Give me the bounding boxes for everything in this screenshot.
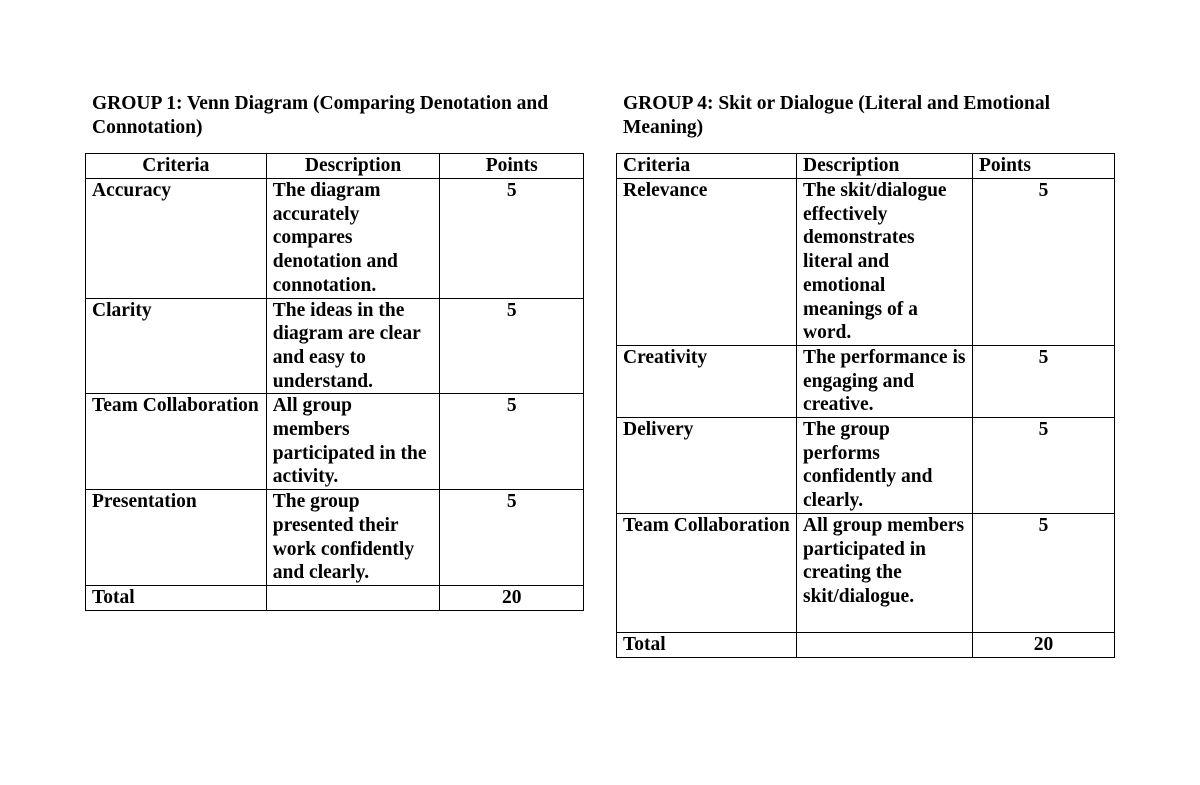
table-header-row (86, 154, 584, 179)
table-row (617, 513, 1115, 632)
header-criteria: Criteria (86, 154, 267, 179)
table-row (86, 394, 584, 490)
points-cell: 5 (440, 394, 584, 490)
points-cell: 5 (973, 418, 1115, 514)
total-row (86, 585, 584, 610)
total-empty-cell (797, 632, 973, 657)
total-label: Total (86, 585, 267, 610)
header-description: Description (266, 154, 440, 179)
total-empty-cell (266, 585, 440, 610)
description-cell: The performance is engaging and creative. (797, 345, 973, 417)
description-cell: The ideas in the diagram are clear and easy to understand. (266, 298, 440, 394)
table-row (617, 179, 1115, 346)
total-points: 20 (440, 585, 584, 610)
description-cell: The group presented their work confidently and clearly. (266, 490, 440, 586)
group4-title: GROUP 4: Skit or Dialogue (Literal and Emotional Meaning) (623, 93, 1051, 138)
criteria-cell: Delivery (617, 418, 797, 514)
points-cell: 5 (440, 179, 584, 299)
criteria-cell: Creativity (617, 345, 797, 417)
table-header-row (617, 154, 1115, 179)
description-cell: All group members participated in the activity. (266, 394, 440, 490)
group1-title: GROUP 1: Venn Diagram (Comparing Denotation and Connotation) (92, 93, 549, 138)
criteria-cell: Clarity (86, 298, 267, 394)
table-row (86, 298, 584, 394)
criteria-cell: Relevance (617, 179, 797, 346)
criteria-cell: Team Collaboration (86, 394, 267, 490)
header-points: Points (440, 154, 584, 179)
group4-table (616, 153, 1115, 658)
header-points: Points (973, 154, 1115, 179)
header-criteria: Criteria (617, 154, 797, 179)
points-cell: 5 (440, 298, 584, 394)
total-points: 20 (973, 632, 1115, 657)
points-cell: 5 (973, 513, 1115, 632)
points-cell: 5 (973, 179, 1115, 346)
group1-rubric (85, 92, 584, 608)
header-description: Description (797, 154, 973, 179)
description-cell: The group performs confidently and clearly. (797, 418, 973, 514)
table-row (86, 179, 584, 299)
total-label: Total (617, 632, 797, 657)
table-row (617, 418, 1115, 514)
criteria-cell: Accuracy (86, 179, 267, 299)
description-cell: The skit/dialogue effectively demonstrates literal and emotional meanings of a word. (797, 179, 973, 346)
description-cell: The diagram accurately compares denotation and connotation. (266, 179, 440, 299)
points-cell: 5 (973, 345, 1115, 417)
group1-table (85, 153, 584, 611)
total-row (617, 632, 1115, 657)
table-row (86, 490, 584, 586)
points-cell: 5 (440, 490, 584, 586)
criteria-cell: Presentation (86, 490, 267, 586)
table-row (617, 345, 1115, 417)
criteria-cell: Team Collaboration (617, 513, 797, 632)
group4-rubric (616, 92, 1115, 655)
description-cell: All group members participated in creating the skit/dialogue. (797, 513, 973, 632)
